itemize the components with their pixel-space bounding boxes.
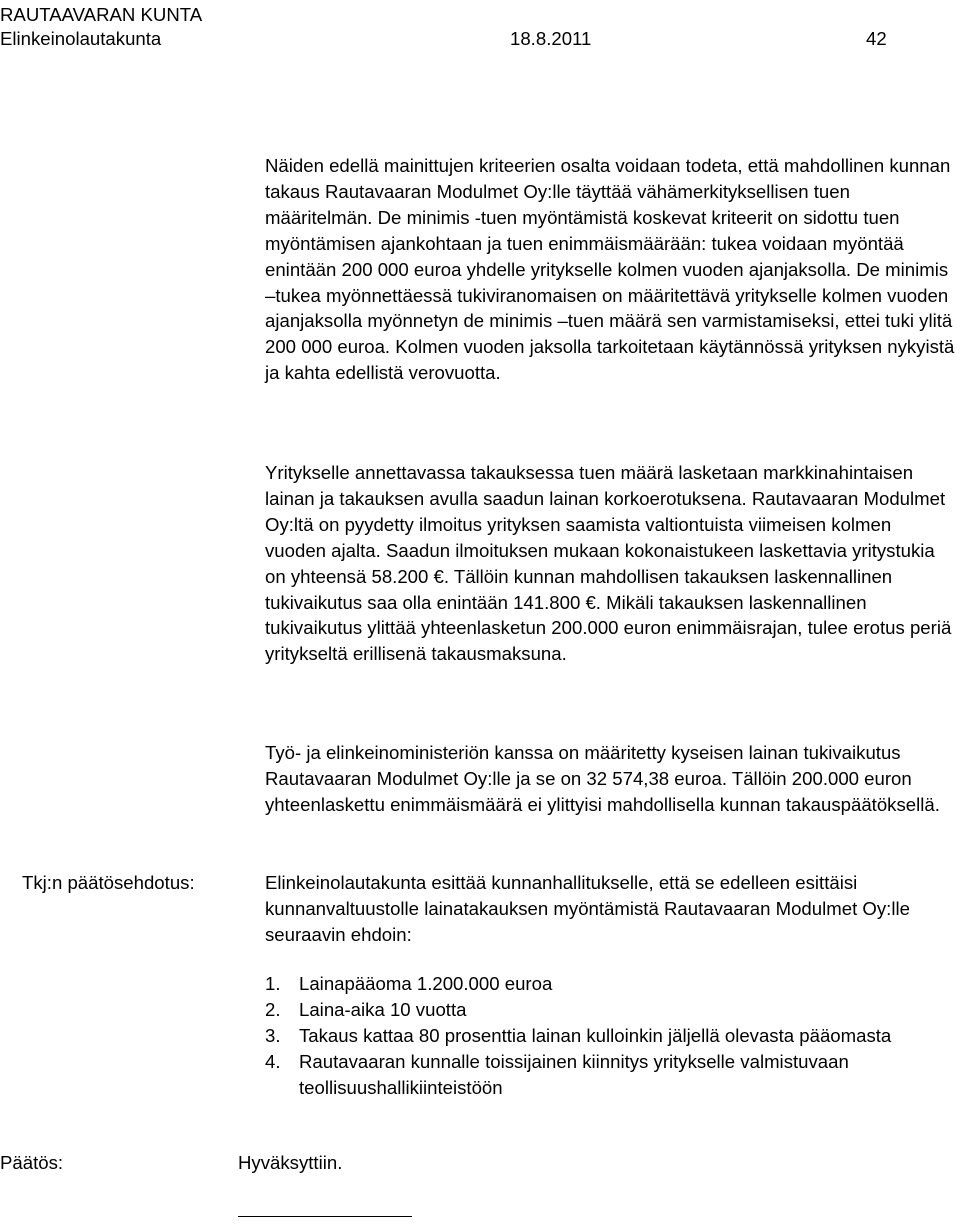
condition-number: 1. <box>265 973 281 994</box>
conditions-list <box>265 971 955 1101</box>
signature-line <box>238 1216 412 1217</box>
condition-text: Laina-aika 10 vuotta <box>299 998 467 1020</box>
organization-name: RAUTAAVARAN KUNTA <box>0 4 203 25</box>
meeting-date: 18.8.2011 <box>510 28 592 49</box>
condition-number: 2. <box>265 998 281 1020</box>
page-number: 42 <box>866 28 887 49</box>
condition-number: 4. <box>265 1050 281 1072</box>
condition-item <box>265 1023 955 1049</box>
condition-text: Takaus kattaa 80 prosenttia lainan kulloinkin jäljellä olevasta pääomasta <box>299 1024 892 1046</box>
paragraph-ministry-assessment: Työ- ja elinkeinoministeriön kanssa on määritetty kyseisen lainan tukivaikutus Rautavaaran Modulmet Oy:lle ja se on 32 574,38 euroa. Tällöin 200.000 euron yhteenlaskettu enimmäismäärä ei ylittyisi mahdollisella kunnan takauspäätöksellä. <box>265 742 940 815</box>
decision-text: Hyväksyttiin. <box>238 1152 343 1173</box>
condition-item <box>265 971 955 997</box>
board-name: Elinkeinolautakunta <box>0 28 162 49</box>
condition-text: Lainapääoma 1.200.000 euroa <box>299 973 553 994</box>
condition-item <box>265 997 955 1023</box>
proposal-text: Elinkeinolautakunta esittää kunnanhallitukselle, että se edelleen esittäisi kunnanvaltuustolle lainatakauksen myöntämistä Rautavaaran Modulmet Oy:lle seuraavin ehdoin: <box>265 872 910 945</box>
condition-number: 3. <box>265 1024 281 1046</box>
condition-text: Rautavaaran kunnalle toissijainen kiinnitys yritykselle valmistuvaan teollisuushallikiinteistöön <box>299 1050 849 1098</box>
condition-item <box>265 1049 955 1101</box>
proposal-label: Tkj:n päätösehdotus: <box>22 872 195 893</box>
decision-label: Päätös: <box>0 1152 64 1173</box>
paragraph-aid-calculation: Yritykselle annettavassa takauksessa tuen määrä lasketaan markkinahintaisen lainan ja takauksen avulla saadun lainan korkoerotuksena. Rautavaaran Modulmet Oy:ltä on pyydetty ilmoitus yrityksen saamista valtiontuista viimeisen kolmen vuoden ajalta. Saadun ilmoituksen mukaan kokonaistukeen laskettavia yritystukia on yhteensä 58.200 €. Tällöin kunnan mahdollisen takauksen laskennallinen tukivaikutus saa olla enintään 141.800 €. Mikäli takauksen laskennallinen tukivaikutus ylittää yhteenlasketun 200.000 euron enimmäisrajan, tulee erotus periä yritykseltä erillisenä takausmaksuna. <box>265 462 952 665</box>
paragraph-de-minimis-criteria: Näiden edellä mainittujen kriteerien osalta voidaan todeta, että mahdollinen kunnan takaus Rautavaaran Modulmet Oy:lle täyttää vähämerkityksellisen tuen määritelmän. De minimis -tuen myöntämistä koskevat kriteerit on sidottu tuen myöntämisen ajankohtaan ja tuen enimmäismäärään: tukea voidaan myöntää enintään 200 000 euroa yhdelle yritykselle kolmen vuoden ajanjaksolla. De minimis –tukea myönnettäessä tukiviranomaisen on määritettävä yritykselle kolmen vuoden ajanjaksolla myönnetyn de minimis –tuen määrä sen varmistamiseksi, ettei tuki ylitä 200 000 euroa. Kolmen vuoden jaksolla tarkoitetaan käytännössä yrityksen nykyistä ja kahta edellistä verovuotta. <box>265 155 955 384</box>
